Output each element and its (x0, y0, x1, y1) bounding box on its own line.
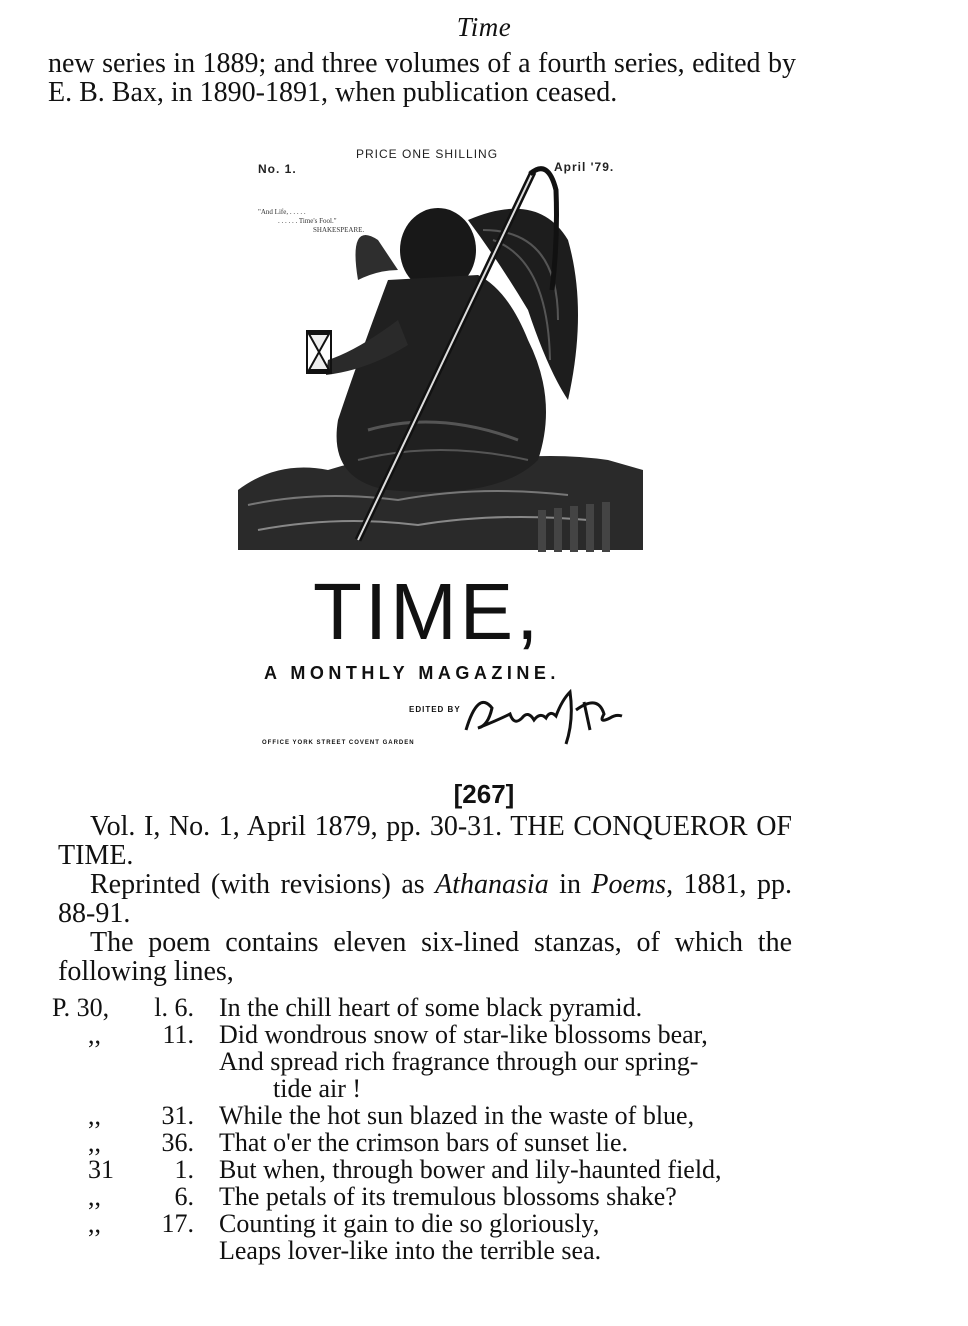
magazine-cover-illustration (238, 140, 658, 760)
line-page-ref: ,, (88, 1101, 101, 1130)
line-number: 31. (161, 1101, 194, 1130)
cover-office: OFFICE YORK STREET COVENT GARDEN (262, 740, 415, 746)
list-item (52, 1183, 812, 1210)
cover-number: No. 1. (258, 162, 297, 176)
cover-date: April '79. (554, 160, 615, 174)
line-number: 11. (162, 1020, 194, 1049)
reprint-text-c: , 1881, pp. 88-91. (58, 869, 793, 929)
line-page-ref: ,, (88, 1209, 101, 1238)
line-text: That o'er the crimson bars of sunset lie. (219, 1128, 629, 1157)
list-item (52, 1129, 812, 1156)
line-text: While the hot sun blazed in the waste of blue, (219, 1101, 695, 1130)
intro-paragraph (48, 49, 796, 107)
list-item (52, 1048, 812, 1075)
entry-reprint-note (58, 870, 792, 928)
reprint-title-poems: Poems (591, 869, 667, 900)
line-number: 36. (161, 1128, 194, 1157)
list-item (52, 1156, 812, 1183)
cover-price: PRICE ONE SHILLING (356, 147, 499, 161)
line-text: The petals of its tremulous blossoms shake? (219, 1182, 677, 1211)
line-page-ref: ,, (88, 1128, 101, 1157)
list-item (52, 1102, 812, 1129)
cover-edited-by: EDITED BY (409, 705, 461, 714)
catalog-number: [267] (453, 779, 515, 809)
list-item (52, 1237, 812, 1264)
line-number: 1. (174, 1155, 194, 1184)
line-page-ref: 31 (88, 1155, 114, 1184)
entry-stanza-note: The poem contains eleven six-lined stanzas, of which the following lines, (58, 927, 792, 987)
cover-subtitle: A MONTHLY MAGAZINE. (264, 663, 560, 683)
line-number: l. 6. (154, 993, 194, 1022)
line-page-ref: ,, (88, 1182, 101, 1211)
list-item (52, 1210, 812, 1237)
editor-signature (458, 680, 628, 750)
reprint-text-b: in (548, 869, 592, 900)
cover-quote-line1: "And Life, . . . . . (258, 208, 306, 216)
line-text: tide air ! (273, 1074, 362, 1103)
line-text: In the chill heart of some black pyramid. (219, 993, 643, 1022)
list-item (52, 1021, 812, 1048)
line-text: Leaps lover-like into the terrible sea. (219, 1236, 602, 1265)
line-text: Did wondrous snow of star-like blossoms bear, (219, 1020, 708, 1049)
list-item (52, 994, 812, 1021)
cover-title: TIME, (313, 567, 542, 656)
variant-lines-list (52, 994, 812, 1264)
list-item (52, 1075, 812, 1102)
intro-text: new series in 1889; and three volumes of a fourth series, edited by E. B. Bax, in 1890-1891, when publication ceased. (48, 48, 796, 108)
line-number: 6. (174, 1182, 194, 1211)
line-text: And spread rich fragrance through our spring- (219, 1047, 699, 1076)
line-page-ref: ,, (88, 1020, 101, 1049)
cover-quote-line2: . . . . . . Time's Fool." (278, 217, 337, 225)
reprint-text-a: Reprinted (with revisions) as (90, 869, 436, 900)
line-text: But when, through bower and lily-haunted field, (219, 1155, 722, 1184)
cover-quote-attr: SHAKESPEARE. (313, 226, 365, 234)
line-text: Counting it gain to die so gloriously, (219, 1209, 600, 1238)
reprint-title-athanasia: Athanasia (435, 869, 549, 900)
line-number: 17. (161, 1209, 194, 1238)
running-head: Time (456, 12, 512, 42)
entry-citation: Vol. I, No. 1, April 1879, pp. 30-31. THE CONQUEROR OF TIME. (58, 811, 792, 871)
line-page-ref: P. 30, (52, 993, 110, 1022)
father-time-figure-engraving (238, 160, 658, 560)
bibliographic-entry (58, 812, 792, 986)
